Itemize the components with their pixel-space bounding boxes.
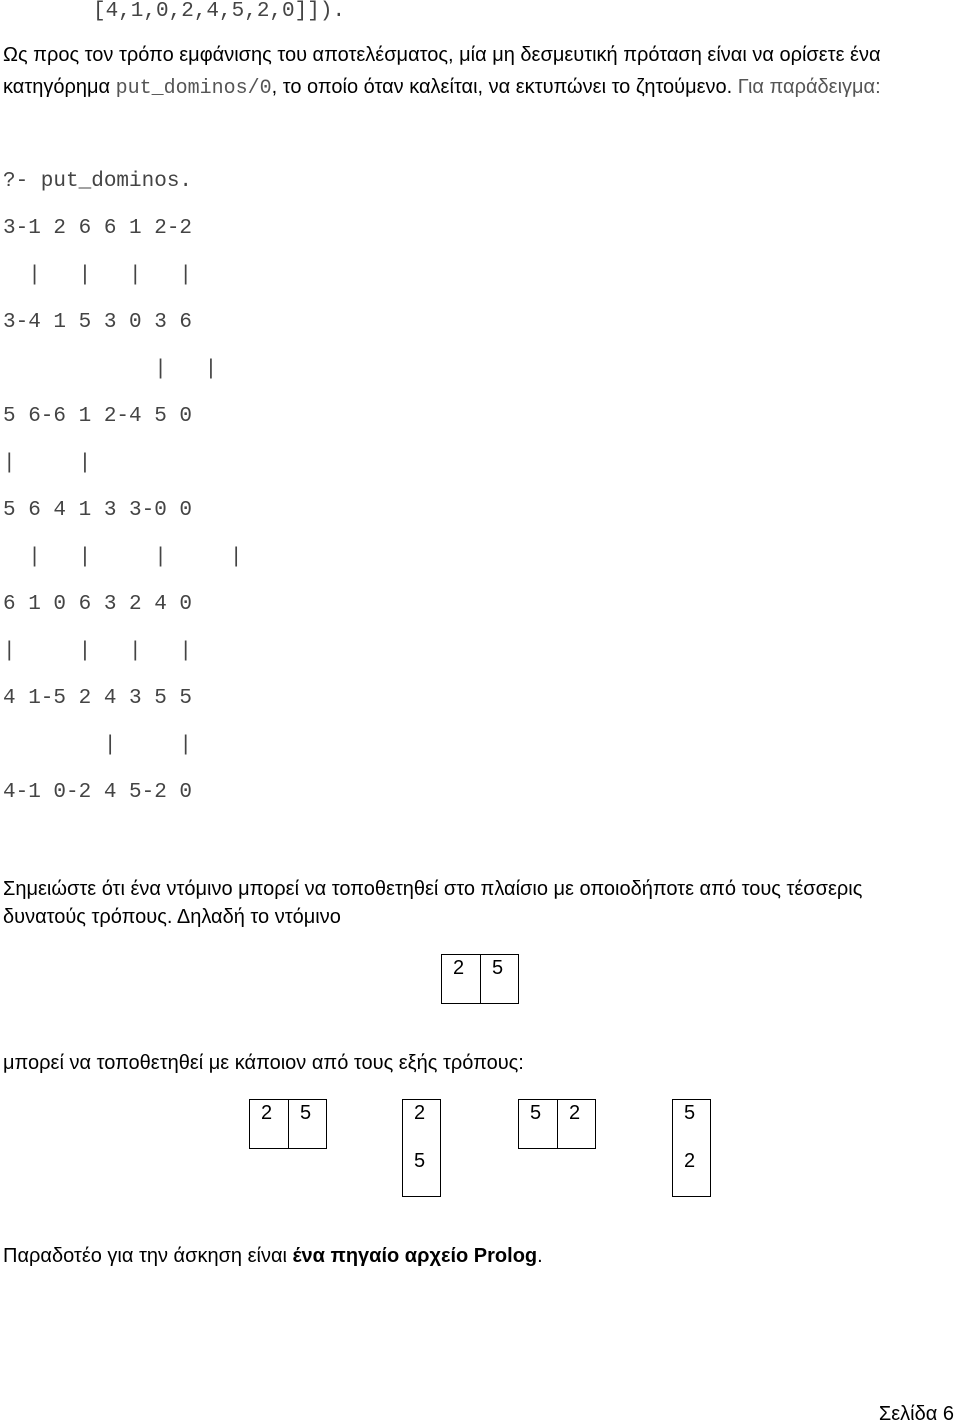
paragraph-note-line2: δυνατούς τρόπους. Δηλαδή το ντόμινο [3,906,341,928]
paragraph-output-line2 [3,76,881,100]
grid-connectors-6: | | [3,734,193,757]
paragraph-note-line1: Σημειώστε ότι ένα ντόμινο μπορεί να τοποθετηθεί στο πλαίσιο με οποιοδήποτε από τους τέσσερις [3,878,863,900]
code-fragment-top: [4,1,0,2,4,5,2,0]]). [93,0,346,23]
text-example-intro: Για παράδειγμα: [732,76,881,98]
deliverable-emphasis: ένα πηγαίο αρχείο Prolog [292,1245,538,1267]
grid-connectors-4: | | | | [3,546,243,569]
domino-cell: 5 [480,955,518,1003]
domino-cell: 5 [288,1100,326,1148]
grid-row-6: 4 1-5 2 4 3 5 5 [3,687,193,710]
predicate-name: put_dominos/0 [115,77,272,100]
grid-connectors-3: | | [3,452,92,475]
grid-row-4: 5 6 4 1 3 3-0 0 [3,499,193,522]
paragraph-output-line1: Ως προς τον τρόπο εμφάνισης του αποτελέσματος, μία μη δεσμευτική πρόταση είναι να ορίσετε ένα [3,44,881,66]
domino-cell: 5 [414,1150,426,1172]
grid-row-1: 3-1 2 6 6 1 2-2 [3,217,193,240]
placement-horizontal-2 [518,1099,596,1149]
grid-connectors-1: | | | | [3,264,193,287]
example-domino [441,954,519,1004]
text: κατηγόρημα [3,76,116,98]
placement-horizontal-1 [249,1099,327,1149]
deliverable-line [3,1245,543,1268]
text: . [537,1245,543,1267]
grid-row-7: 4-1 0-2 4 5-2 0 [3,781,193,804]
placement-vertical-2 [672,1099,711,1197]
domino-cell: 5 [530,1102,542,1124]
domino-cell: 2 [414,1102,426,1124]
query-line: ?- put_dominos. [3,170,193,193]
domino-cell: 2 [684,1150,696,1172]
text: Παραδοτέο για την άσκηση είναι [3,1245,293,1267]
text: , το οποίο όταν καλείται, να εκτυπώνει το ζητούμενο. [271,76,733,98]
page-number: Σελίδα 6 [878,1403,954,1425]
grid-row-2: 3-4 1 5 3 0 3 6 [3,311,193,334]
grid-connectors-5: | | | | [3,640,193,663]
placement-vertical-1 [402,1099,441,1197]
domino-cell: 2 [261,1102,273,1124]
grid-connectors-2: | | [3,358,218,381]
domino-cell: 2 [557,1100,595,1148]
domino-cell: 2 [453,957,465,979]
paragraph-placements-intro: μπορεί να τοποθετηθεί με κάποιον από τους εξής τρόπους: [3,1052,524,1074]
grid-row-3: 5 6-6 1 2-4 5 0 [3,405,193,428]
domino-cell: 5 [684,1102,696,1124]
grid-row-5: 6 1 0 6 3 2 4 0 [3,593,193,616]
